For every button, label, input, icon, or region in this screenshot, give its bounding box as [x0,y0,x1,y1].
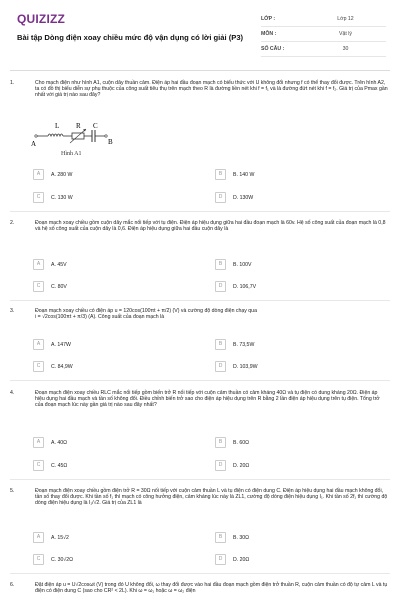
label-c: C [93,122,98,130]
answer-d[interactable] [215,361,258,372]
answer-text: B. 30Ω [233,534,249,541]
answer-text: B. 60Ω [233,439,249,446]
quizizz-logo: QUIZIZZ [17,12,66,26]
answer-text: C. 80V [51,283,67,290]
answer-text: A. 147W [51,341,71,348]
answer-text: D. 130W [233,194,254,201]
label-b: B [108,138,113,146]
question-separator [10,380,390,381]
label-r: R [76,122,81,130]
meta-row-class [261,12,386,27]
answer-letter: B [215,259,226,270]
answer-c[interactable] [33,361,73,372]
answer-letter: B [215,437,226,448]
answer-letter: D [215,192,226,203]
answer-c[interactable] [33,281,67,292]
document-title: Bài tập Dòng điện xoay chiều mức độ vận dụng có lời giải (P3) [17,33,244,42]
question-text [35,308,388,320]
answer-letter: C [33,460,44,471]
answer-letter: A [33,437,44,448]
answer-letter: D [215,281,226,292]
answer-c[interactable] [33,460,67,471]
answer-b[interactable] [215,259,251,270]
answer-text: A. 40Ω [51,439,67,446]
question-separator [10,479,390,480]
meta-key: MÔN : [261,31,277,37]
answer-letter: A [33,339,44,350]
answer-text: A. 280 W [51,171,73,178]
question-separator [10,300,390,301]
answer-letter: B [215,532,226,543]
answer-text: D. 103,9W [233,363,258,370]
answer-letter: C [33,192,44,203]
answer-b[interactable] [215,339,254,350]
question-text: Cho mạch điện như hình A1, cuộn dây thuần cảm. Điện áp hai đầu đoạn mạch có biểu thức với U không đổi nhưng f có thể thay đổi được. Trên hình A2, ta có đồ thị biểu diễn sự phụ thuộc của công suất tiêu thụ trên mạch theo R là đường liền nét khi f = f₁ và là đường đứt nét khi f = f₂. Giá trị của Pmax gần nhất với giá trị nào sau đây? [35,80,388,99]
question-number: 5. [10,488,15,494]
figure-caption: Hình A1 [61,151,82,157]
answer-a[interactable] [33,437,67,448]
answer-text: B. 140 W [233,171,255,178]
question-text: Đoạn mạch xoay chiều gồm cuộn dây mắc nối tiếp với tụ điện. Điện áp hiệu dụng giữa hai đầu đoạn mạch là 60v. Hệ số công suất của đoạn mạch là 0,8 và hệ số công suất của cuộn dây là 0,6. Điện áp hiệu dụng giữa hai đầu cuộn dây là [35,220,386,233]
question-separator [10,573,390,574]
answer-letter: D [215,554,226,565]
answer-b[interactable] [215,437,249,448]
question-number: 2. [10,220,15,226]
answer-text: D. 20Ω [233,556,250,563]
meta-table [261,12,386,57]
answer-letter: A [33,169,44,180]
question-number: 4. [10,390,15,396]
answer-b[interactable] [215,532,249,543]
inductor-symbol [48,134,63,136]
answer-c[interactable] [33,554,73,565]
answer-letter: C [33,281,44,292]
question-number: 1. [10,80,15,86]
meta-value: Vật lý [339,31,352,37]
meta-key: LỚP : [261,16,276,22]
answer-d[interactable] [215,554,249,565]
answer-a[interactable] [33,169,72,180]
answer-text: A. 15√2 [51,534,69,541]
answer-d[interactable] [215,281,256,292]
answer-text: C. 84,9W [51,363,73,370]
meta-row-count [261,42,386,57]
answer-a[interactable] [33,532,69,543]
answer-letter: A [33,259,44,270]
answer-text: B. 100V [233,261,252,268]
answer-d[interactable] [215,460,249,471]
meta-value: Lớp 12 [337,16,354,22]
answer-letter: D [215,361,226,372]
meta-value: 30 [342,46,349,52]
answer-a[interactable] [33,259,67,270]
answer-letter: C [33,361,44,372]
answer-letter: A [33,532,44,543]
answer-letter: B [215,339,226,350]
question-text: Đặt điện áp u = U√2cosωt (V) trong đó U không đổi, ω thay đổi được vào hai đầu đoạn mạch gồm điện trở thuần R, cuộn cảm thuần có độ tự cảm L và tụ điện có điện dung C (sao cho CR² < 2L). Khi ω = ω₁ hoặc ω = ω₂ điện [35,582,388,595]
answer-text: B. 73,5W [233,341,255,348]
answer-text: A. 45V [51,261,67,268]
header [0,0,400,70]
question-line: i = √2cos(100πt + π/3) (A). Công suất của đoạn mạch là [35,314,165,321]
label-l: L [55,122,60,130]
header-divider [10,70,390,71]
answer-text: C. 30√2Ω [51,556,74,563]
answer-text: C. 130 W [51,194,73,201]
answer-c[interactable] [33,192,73,203]
answer-letter: D [215,460,226,471]
answer-text: D. 20Ω [233,462,250,469]
answer-b[interactable] [215,169,254,180]
question-text: Đoạn mạch điện xoay chiều RLC mắc nối tiếp gồm biến trở R nối tiếp với cuộn cảm thuần có cảm kháng 40Ω và tụ điện có dung kháng 20Ω. Điện áp hiệu dụng hai đầu mạch và tần số không đổi. Điều chỉnh biến trở sao cho điện áp hiệu dụng trên R bằng 2 lần điện áp hiệu dụng trên tụ điện. Tổng trở của đoạn mạch lúc này gần giá trị nào sau đây nhất? [35,390,380,409]
answer-text: D. 106,7V [233,283,257,290]
question-number: 6. [10,582,15,588]
meta-key: SỐ CÂU : [261,46,285,52]
answer-d[interactable] [215,192,253,203]
answer-letter: C [33,554,44,565]
question-text: Đoạn mạch điện xoay chiều gồm điện trở R = 30Ω nối tiếp với cuộn cảm thuần L và tụ điện có điện dung C. Điện áp hiệu dụng hai đầu mạch không đổi, tần số thay đổi được. Khi tần số f₁ thì mạch có công hưởng điện, cảm kháng lúc này là ZL1, cường độ dòng điện hiệu dụng I₁. Khi tần số 2f₁ thì cường độ dòng điện hiệu dụng là I₁/√2. Giá trị của ZL1 là [35,488,388,507]
meta-row-subject [261,27,386,42]
answer-text: C. 45Ω [51,462,68,469]
answer-a[interactable] [33,339,71,350]
answer-letter: B [215,169,226,180]
label-a: A [31,140,37,148]
question-number: 3. [10,308,15,314]
question-separator [10,211,390,212]
question-line: Đoạn mạch xoay chiều có điện áp u = 120cos(100πt + π/2) (V) và cường độ dòng điện chạy qua [35,308,257,314]
